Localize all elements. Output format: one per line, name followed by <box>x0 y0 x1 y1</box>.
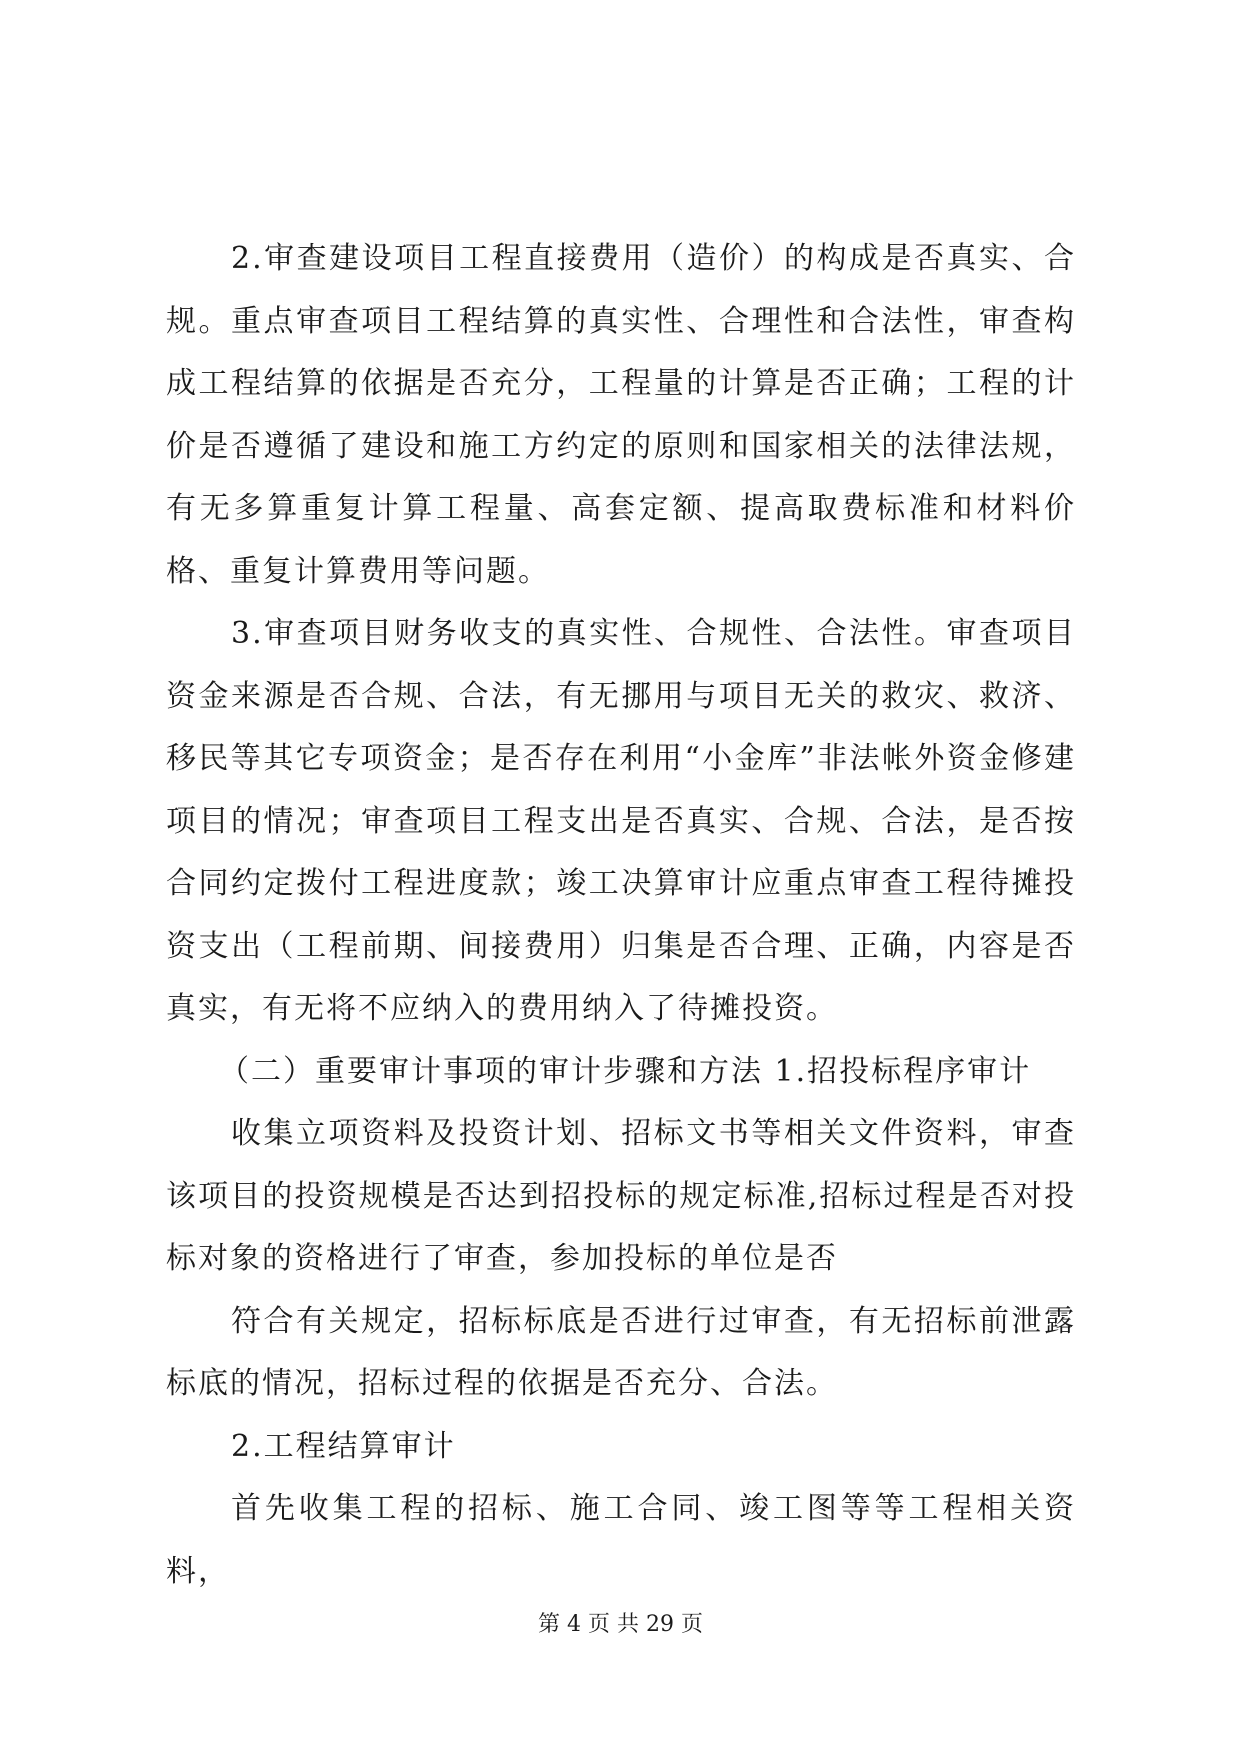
section-heading: （二）重要审计事项的审计步骤和方法 1.招投标程序审计 <box>219 1053 1032 1089</box>
document-body <box>166 228 1076 1603</box>
paragraph-tender-review-cont: 符合有关规定，招标标底是否进行过审查，有无招标前泄露标底的情况，招标过程的依据是否充分、合法。 <box>166 1303 1076 1401</box>
paragraph-item-3: 3.审查项目财务收支的真实性、合规性、合法性。审查项目资金来源是否合规、合法，有无挪用与项目无关的救灾、救济、移民等其它专项资金；是否存在利用“小金库”非法帐外资金修建项目的情况；审查项目工程支出是否真实、合规、合法，是否按合同约定拨付工程进度款；竣工决算审计应重点审查工程待摊投资支出（工程前期、间接费用）归集是否合理、正确，内容是否真实，有无将不应纳入的费用纳入了待摊投资。 <box>166 616 1076 1026</box>
paragraph-tender-review: 收集立项资料及投资计划、招标文书等相关文件资料，审查该项目的投资规模是否达到招投标的规定标准,招标过程是否对投标对象的资格进行了审查，参加投标的单位是否 <box>166 1116 1076 1276</box>
page-footer <box>0 1610 1241 1640</box>
subheading-settlement-audit: 2.工程结算审计 <box>231 1428 456 1464</box>
paragraph-item-2: 2.审查建设项目工程直接费用（造价）的构成是否真实、合规。重点审查项目工程结算的真实性、合理性和合法性，审查构成工程结算的依据是否充分，工程量的计算是否正确；工程的计价是否遵循了建设和施工方约定的原则和国家相关的法律法规，有无多算重复计算工程量、高套定额、提高取费标准和材料价格、重复计算费用等问题。 <box>166 241 1076 589</box>
page-number: 第 4 页 共 29 页 <box>538 1612 703 1637</box>
paragraph-settlement: 首先收集工程的招标、施工合同、竣工图等等工程相关资料， <box>166 1491 1076 1589</box>
